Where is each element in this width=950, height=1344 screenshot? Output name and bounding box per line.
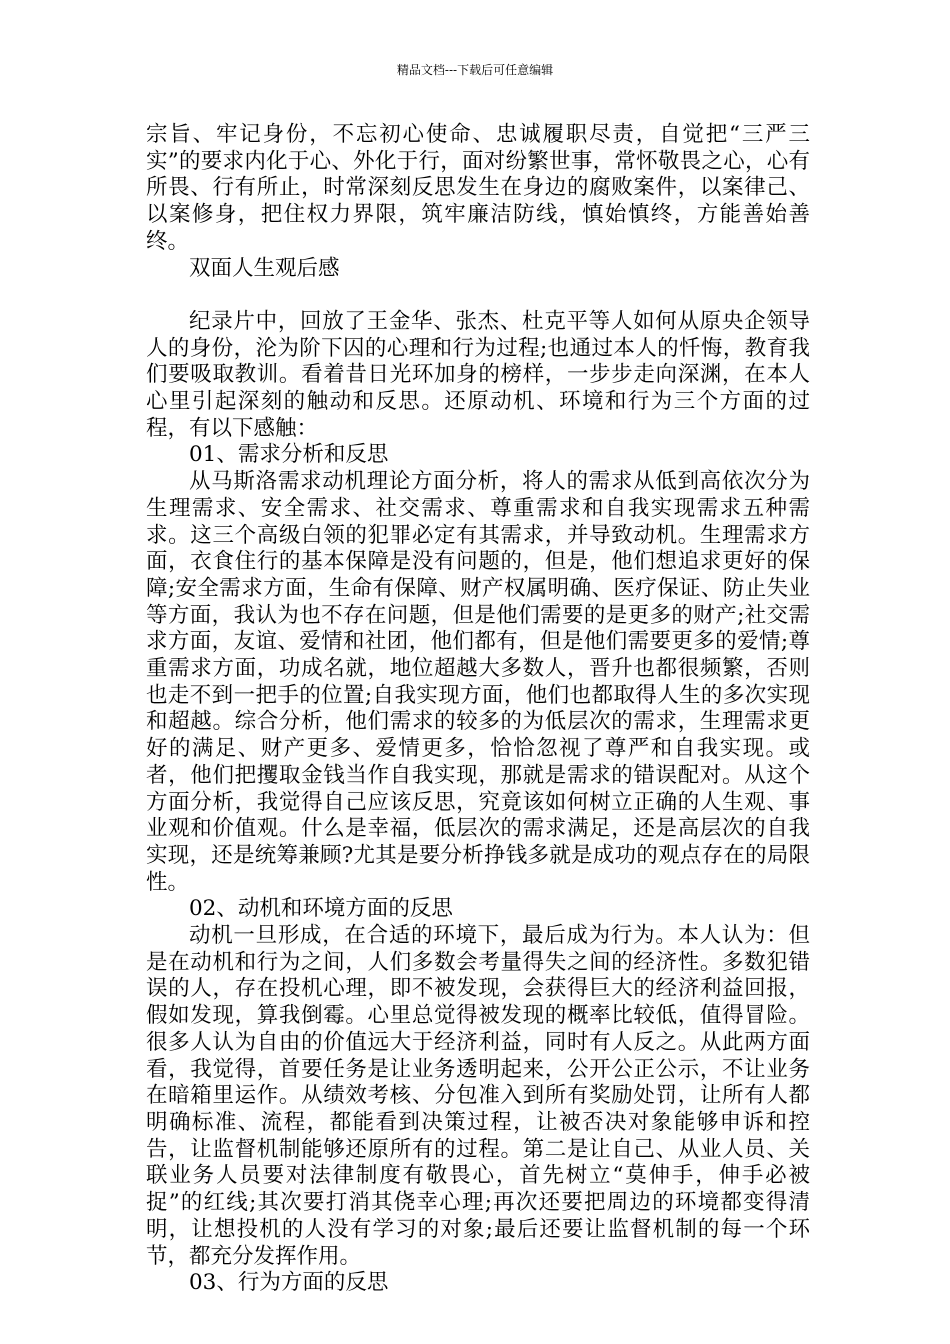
document-body [146, 122, 810, 1297]
blank-line [146, 282, 810, 309]
section-heading-03: 03、行为方面的反思 [189, 1270, 389, 1296]
paragraph-needs-analysis: 从马斯洛需求动机理论方面分析，将人的需求从低到高依次分为生理需求、安全需求、社交需求、尊重需求和自我实现需求五种需求。这三个高级白领的犯罪必定有其需求，并导致动机。生理需求方面，衣食住行的基本保障是没有问题的，但是，他们想追求更好的保障;安全需求方面，生命有保障、财产权属明确、医疗保证、防止失业等方面，我认为也不存在问题，但是他们需要的是更多的财产;社交需求方面，友谊、爱情和社团，他们都有，但是他们需要更多的爱情;尊重需求方面，功成名就，地位超越大多数人，晋升也都很频繁，否则也走不到一把手的位置;自我实现方面，他们也都取得人生的多次实现和超越。综合分析，他们需求的较多的为低层次的需求，生理需求更好的满足、财产更多、爱情更多，恰恰忽视了尊严和自我实现。或者，他们把攫取金钱当作自我实现，那就是需求的错误配对。从这个方面分析，我觉得自己应该反思，究竟该如何树立正确的人生观、事业观和价值观。什么是幸福，低层次的需求满足，还是高层次的自我实现，还是统筹兼顾?尤其是要分析挣钱多就是成功的观点存在的局限性。 [146, 469, 810, 895]
paragraph-motivation-environment: 动机一旦形成，在合适的环境下，最后成为行为。本人认为：但是在动机和行为之间，人们多数会考量得失之间的经济性。多数犯错误的人，存在投机心理，即不被发现，会获得巨大的经济利益回报，假如发现，算我倒霉。心里总觉得被发现的概率比较低，值得冒险。很多人认为自由的价值远大于经济利益，同时有人反之。从此两方面看，我觉得，首要任务是让业务透明起来，公开公正公示，不让业务在暗箱里运作。从绩效考核、分包准入到所有奖励处罚，让所有人都明确标准、流程，都能看到决策过程，让被否决对象能够申诉和控告，让监督机制能够还原所有的过程。第二是让自己、从业人员、关联业务人员要对法律制度有敬畏心，首先树立“莫伸手，伸手必被捉”的红线;其次要打消其侥幸心理;再次还要把周边的环境都变得清明，让想投机的人没有学习的对象;最后还要让监督机制的每一个环节，都充分发挥作用。 [146, 923, 810, 1269]
article-title: 双面人生观后感 [189, 255, 340, 281]
paragraph-intro-continuation: 宗旨、牢记身份，不忘初心使命、忠诚履职尽责，自觉把“三严三实”的要求内化于心、外化于行，面对纷繁世事，常怀敬畏之心，心有所畏、行有所止，时常深刻反思发生在身边的腐败案件，以案律己、以案修身，把住权力界限，筑牢廉洁防线，慎始慎终，方能善始善终。 [146, 122, 810, 254]
page-header: 精品文档---下载后可任意编辑 [396, 63, 554, 77]
paragraph-documentary: 纪录片中，回放了王金华、张杰、杜克平等人如何从原央企领导人的身份，沦为阶下囚的心理和行为过程;也通过本人的忏悔，教育我们要吸取教训。看着昔日光环加身的榜样，一步步走向深渊，在本人心里引起深刻的触动和反思。还原动机、环境和行为三个方面的过程，有以下感触： [146, 308, 810, 441]
section-heading-02: 02、动机和环境方面的反思 [189, 896, 453, 922]
section-heading-01: 01、需求分析和反思 [189, 442, 389, 468]
